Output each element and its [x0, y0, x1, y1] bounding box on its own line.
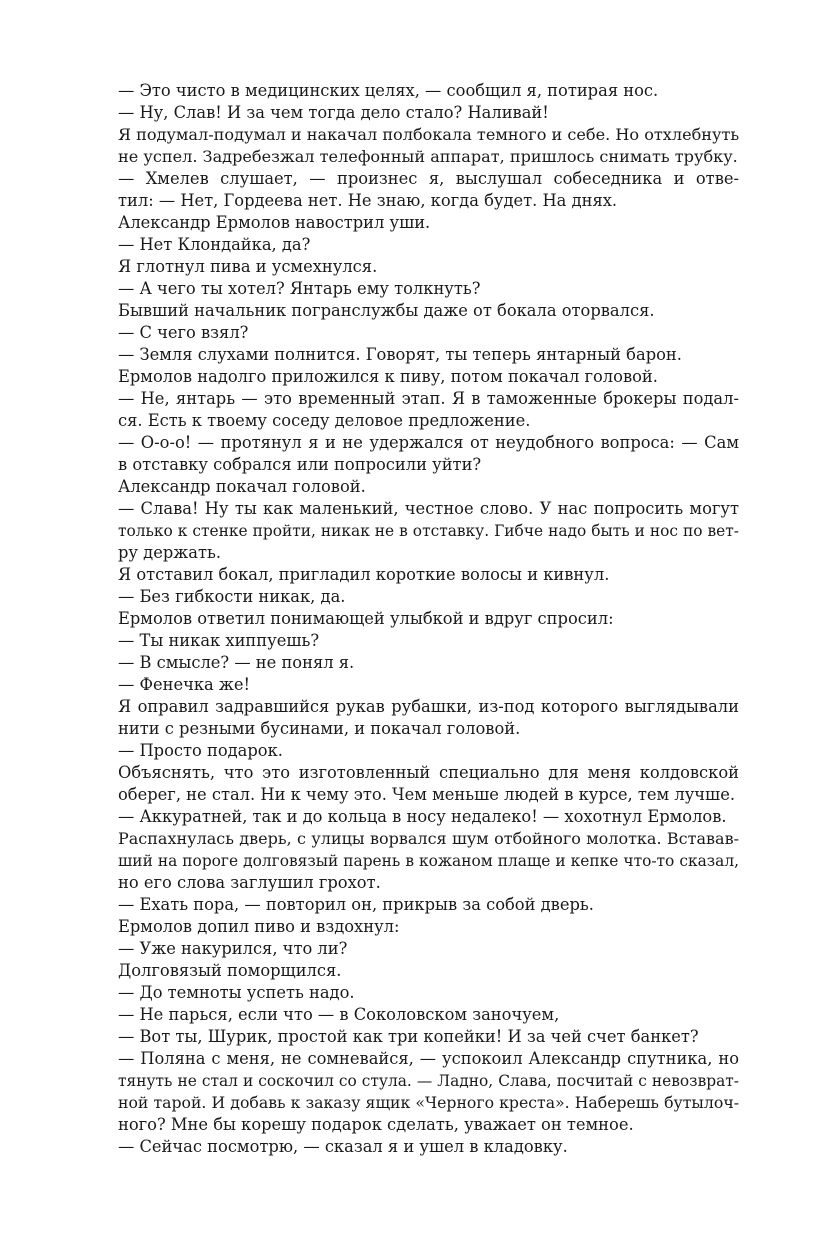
text-line: Я глотнул пива и усмехнулся.	[118, 257, 378, 276]
text-line: — Слава! Ну ты как маленький, честное слово. У нас попросить могут	[118, 499, 739, 518]
text-line: нити с резными бусинами, и покачал головой.	[118, 719, 521, 738]
text-line: — Не, янтарь — это временный этап. Я в таможенные брокеры подал-	[118, 389, 739, 408]
text-line: ной тарой. И добавь к заказу ящик «Черного креста». Наберешь бутылоч-	[118, 1093, 739, 1112]
text-line: — Ехать пора, — повторил он, прикрыв за собой дверь.	[118, 895, 594, 914]
text-line: — Нет Клондайка, да?	[118, 235, 311, 254]
text-line: тянуть не стал и соскочил со стула. — Ладно, Слава, посчитай с невозврат-	[118, 1072, 739, 1090]
text-line: ру держать.	[118, 543, 221, 562]
page-body-text	[118, 80, 739, 1158]
text-line: — Без гибкости никак, да.	[118, 587, 346, 606]
text-line: — О-о-о! — протянул я и не удержался от неудобного вопроса: — Сам	[118, 433, 739, 452]
text-line: — Вот ты, Шурик, простой как три копейки! И за чей счет банкет?	[118, 1027, 699, 1046]
text-line: Бывший начальник погранслужбы даже от бокала оторвался.	[118, 301, 655, 320]
text-line: — Земля слухами полнится. Говорят, ты теперь янтарный барон.	[118, 345, 682, 364]
text-line: — Сейчас посмотрю, — сказал я и ушел в кладовку.	[118, 1137, 568, 1156]
text-line: Ермолов допил пиво и вздохнул:	[118, 917, 400, 936]
text-line: Александр покачал головой.	[118, 477, 366, 496]
text-line: Александр Ермолов навострил уши.	[118, 213, 431, 232]
text-line: — В смысле? — не понял я.	[118, 653, 355, 672]
text-line: — Ты никак хиппуешь?	[118, 631, 320, 650]
text-line: Распахнулась дверь, с улицы ворвался шум отбойного молотка. Вставав-	[118, 829, 739, 848]
text-line: — Уже накурился, что ли?	[118, 939, 348, 958]
text-line: Я отставил бокал, пригладил короткие волосы и кивнул.	[118, 565, 610, 584]
text-line: только к стенке пройти, никак не в отставку. Гибче надо быть и нос по вет-	[118, 522, 739, 540]
text-line: не успел. Задребезжал телефонный аппарат, пришлось снимать трубку.	[118, 147, 738, 166]
text-line: Я оправил задравшийся рукав рубашки, из-под которого выглядывали	[118, 697, 739, 716]
text-line: Объяснять, что это изготовленный специально для меня колдовской	[118, 763, 739, 782]
text-line: Я подумал-подумал и накачал полбокала темного и себе. Но отхлебнуть	[118, 125, 740, 144]
text-line: но его слова заглушил грохот.	[118, 873, 381, 892]
text-line: ся. Есть к твоему соседу деловое предложение.	[118, 411, 531, 430]
text-line: ший на пороге долговязый парень в кожаном плаще и кепке что-то сказал,	[118, 852, 739, 870]
text-line: в отставку собрался или попросили уйти?	[118, 455, 482, 474]
text-line: — Аккуратней, так и до кольца в носу недалеко! — хохотнул Ермолов.	[118, 807, 727, 826]
text-line: — Это чисто в медицинских целях, — сообщил я, потирая нос.	[118, 81, 659, 100]
text-line: — Поляна с меня, не сомневайся, — успокоил Александр спутника, но	[118, 1049, 739, 1068]
text-line: — До темноты успеть надо.	[118, 983, 355, 1002]
text-line: — А чего ты хотел? Янтарь ему толкнуть?	[118, 279, 481, 298]
text-line: — Фенечка же!	[118, 675, 251, 694]
text-line: — С чего взял?	[118, 323, 249, 342]
text-line: — Просто подарок.	[118, 741, 283, 760]
text-line: — Не парься, если что — в Соколовском заночуем,	[118, 1005, 560, 1024]
text-line: — Хмелев слушает, — произнес я, выслушал собеседника и отве-	[118, 169, 739, 188]
text-line: тил: — Нет, Гордеева нет. Не знаю, когда будет. На днях.	[118, 191, 618, 210]
text-line: оберег, не стал. Ни к чему это. Чем меньше людей в курсе, тем лучше.	[118, 785, 736, 804]
text-line: Ермолов надолго приложился к пиву, потом покачал головой.	[118, 367, 658, 386]
text-line: Ермолов ответил понимающей улыбкой и вдруг спросил:	[118, 609, 614, 628]
text-line: ного? Мне бы корешу подарок сделать, уважает он темное.	[118, 1115, 634, 1134]
text-line: Долговязый поморщился.	[118, 961, 342, 980]
text-line: — Ну, Слав! И за чем тогда дело стало? Наливай!	[118, 103, 549, 122]
